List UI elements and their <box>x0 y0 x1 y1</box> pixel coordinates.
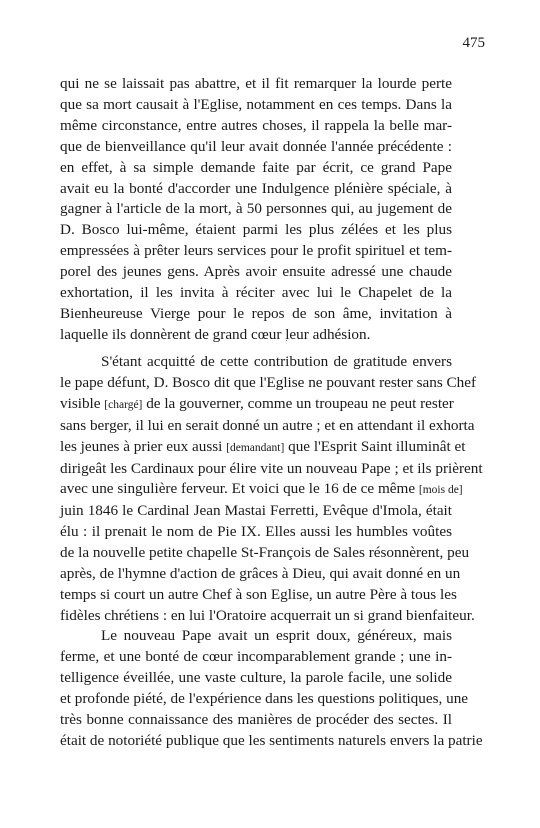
text-line: les jeunes à prier eux aussi [demandant] que l'Esprit Saint illuminât et <box>60 437 466 455</box>
text-line: visible [chargé] de la gouverner, comme un troupeau ne peut rester <box>60 394 454 412</box>
paragraph-3 <box>60 626 483 751</box>
text-line: empressées à prêter leurs services pour le profit spirituel et tem- <box>60 242 452 260</box>
page-number: 475 <box>462 35 485 51</box>
text-line: après, de l'hymne d'action de grâces à Dieu, qui avait donné en un <box>60 565 461 583</box>
text-line: que sa mort causait à l'Eglise, notamment en ces temps. Dans la <box>60 95 452 113</box>
text-line: Le nouveau Pape avait un esprit doux, généreux, mais <box>101 627 452 644</box>
paragraph-2 <box>60 352 483 627</box>
text-line: temps si court un autre Chef à son Eglise, un autre Père à tous les <box>60 585 457 603</box>
text-line: juin 1846 le Cardinal Jean Mastai Ferretti, Evêque d'Imola, était <box>60 502 452 520</box>
text-line: gagner à l'article de la mort, à 50 personnes qui, au jugement de <box>60 200 452 218</box>
text-line: dirigeât les Cardinaux pour élire vite un nouveau Pape ; et ils prièrent <box>60 459 483 477</box>
text-line: porel des jeunes gens. Après avoir ensuite adressé une chaude <box>60 263 452 281</box>
text-line: que de bienveillance qu'il leur avait donnée l'année précédente : <box>60 137 452 155</box>
text-line: même circonstance, entre autres choses, il rappela la belle mar- <box>60 116 452 134</box>
text-line: en effet, à sa simple demande faite par écrit, ce grand Pape <box>60 158 452 176</box>
text-line: avait eu la bonté d'accorder une Indulgence plénière spéciale, à <box>60 179 452 197</box>
text-line: et profonde piété, de l'expérience dans les questions politiques, une <box>60 689 469 707</box>
text-line: S'étant acquitté de cette contribution de gratitude envers <box>101 353 452 370</box>
text-line: Bienheureuse Vierge pour le repos de son âme, invitation à <box>60 304 452 322</box>
text-line: exhortation, il les invita à réciter avec lui le Chapelet de la <box>60 284 452 302</box>
text-line: telligence éveillée, une vaste culture, la parole facile, une solide <box>60 668 452 686</box>
text-line: avec une singulière ferveur. Et voici que le 16 de ce même [mois de] <box>60 480 463 498</box>
text-line: sans berger, il lui en serait donné un autre ; et en attendant il exhorta <box>60 416 475 434</box>
text-line: ferme, et une bonté de cœur incomparablement grande ; une in- <box>60 647 452 665</box>
text-line: qui ne se laissait pas abattre, et il fit remarquer la lourde perte <box>60 75 452 92</box>
text-line: très bonne connaissance des manières de procéder des sectes. Il <box>60 710 452 728</box>
text-line: fidèles chrétiens : en lui l'Oratoire acquerrait un si grand bienfaiteur. <box>60 606 475 624</box>
text-line: élu : il prenait le nom de Pie IX. Elles aussi les humbles voûtes <box>60 523 452 541</box>
text-line: le pape défunt, D. Bosco dit que l'Eglise ne pouvant rester sans Chef <box>60 373 477 391</box>
text-line: était de notoriété publique que les sentiments naturels envers la patrie <box>60 731 483 749</box>
text-line: laquelle ils donnèrent de grand cœur leur adhésion. <box>60 325 371 343</box>
paragraph-1 <box>60 74 452 346</box>
text-line: de la nouvelle petite chapelle St-François de Sales résonnèrent, peu <box>60 544 470 562</box>
text-line: D. Bosco lui-même, étaient parmi les plus zélées et les plus <box>60 221 452 239</box>
